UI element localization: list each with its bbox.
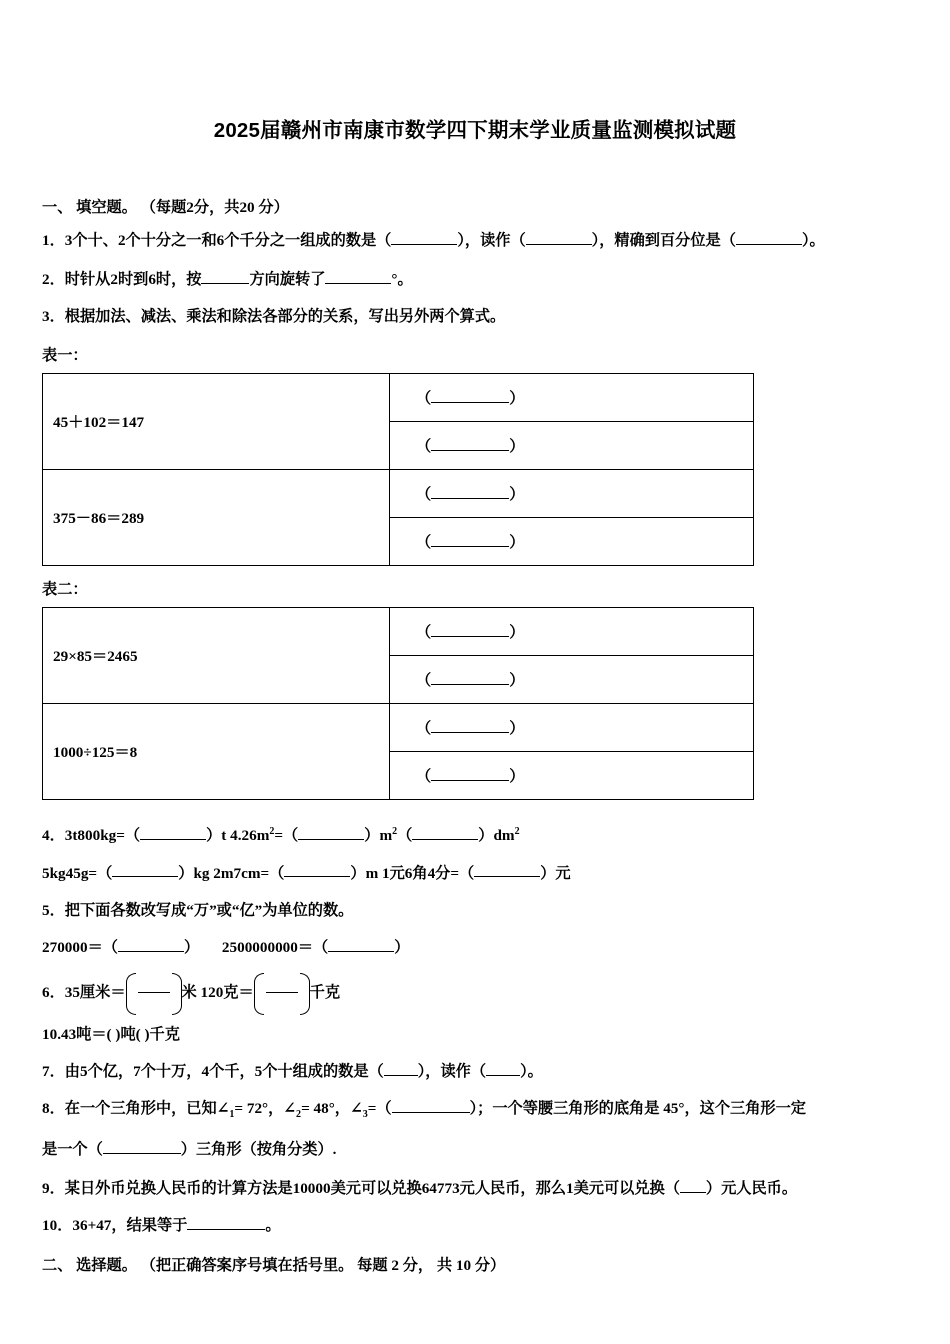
question-3-number: 3． — [42, 308, 65, 326]
question-4-line-2 — [42, 864, 908, 881]
page-title: 2025届赣州市南康市数学四下期末学业质量监测模拟试题 — [213, 119, 737, 142]
question-2 — [42, 270, 908, 287]
answer-open-paren: （ — [416, 438, 432, 456]
table-two-answer-cell-1b[interactable] — [390, 656, 754, 704]
fraction-blank-1[interactable] — [126, 973, 182, 1013]
question-3-text: 根据加法、减法、乘法和除法各部分的关系，写出另外两个算式。 — [64, 308, 506, 326]
question-1-text-c: ），精确到百分位是（ — [591, 231, 736, 249]
answer-close-paren: ） — [509, 534, 525, 552]
question-5 — [42, 903, 908, 918]
table-one-answer-cell-1a[interactable] — [390, 374, 754, 422]
table-one-answer-cell-1b[interactable] — [390, 422, 754, 470]
question-1-text-a: 3个十、2个十分之一和6个千分之一组成的数是（ — [64, 231, 392, 249]
question-4-text-j: ）元 — [540, 864, 571, 882]
document-body — [42, 196, 908, 1275]
table-two-label: 表二： — [42, 581, 88, 599]
section-heading-multiple-choice: 二、 选择题。 （把正确答案序号填在括号里。 每题 2 分， 共 10 分） — [42, 1256, 506, 1274]
question-3 — [42, 309, 908, 324]
table-one-equation-1: 45＋102＝147 — [43, 374, 390, 470]
answer-blank[interactable] — [431, 768, 509, 782]
answer-blank[interactable] — [431, 672, 509, 686]
table-one-answer-cell-2a[interactable] — [390, 470, 754, 518]
question-8-blank-2[interactable] — [103, 1140, 181, 1154]
question-1-blank-3[interactable] — [736, 231, 802, 245]
table-two — [42, 607, 754, 800]
question-4-text-f: ）dm — [478, 827, 515, 845]
question-7-text-c: ）。 — [520, 1063, 543, 1081]
question-8-number: 8． — [42, 1100, 65, 1118]
answer-open-paren: （ — [416, 534, 432, 552]
question-1-blank-2[interactable] — [526, 231, 592, 245]
question-1-text-b: ），读作（ — [457, 231, 526, 249]
superscript-2: 2 — [514, 826, 520, 838]
question-9-text-b: ）元人民币。 — [705, 1180, 797, 1198]
question-10-text-b: 。 — [265, 1217, 281, 1235]
question-7-number: 7． — [42, 1063, 65, 1081]
question-8-text-f: 是一个（ — [42, 1141, 103, 1159]
question-6-text-b: 米 120克＝ — [181, 983, 254, 1001]
answer-open-paren: （ — [416, 720, 432, 738]
table-two-equation-2: 1000÷125＝8 — [43, 704, 390, 800]
question-5-number: 5． — [42, 901, 65, 919]
question-5-value-1-close: ） — [183, 938, 200, 956]
angle-subscript-2: 2 — [296, 1109, 302, 1121]
table-two-answer-cell-2b[interactable] — [390, 752, 754, 800]
table-two-equation-1: 29×85＝2465 — [43, 608, 390, 704]
question-8-text-c: = 48°，∠ — [301, 1100, 363, 1118]
question-2-text-b: 方向旋转了 — [249, 271, 326, 289]
answer-close-paren: ） — [509, 768, 525, 786]
table-one-answer-cell-2b[interactable] — [390, 518, 754, 566]
question-9-blank-1[interactable] — [680, 1179, 706, 1193]
right-paren-icon — [300, 973, 310, 1015]
answer-close-paren: ） — [509, 390, 525, 408]
question-6-text-a: 35厘米＝ — [64, 983, 126, 1001]
question-10-text-a: 36+47，结果等于 — [72, 1217, 188, 1235]
table-two-answer-cell-1a[interactable] — [390, 608, 754, 656]
answer-close-paren: ） — [509, 672, 525, 690]
question-7-blank-2[interactable] — [486, 1062, 520, 1076]
superscript-2: 2 — [392, 826, 398, 838]
question-7-blank-1[interactable] — [384, 1062, 418, 1076]
question-8-text-a: 在一个三角形中，已知∠ — [64, 1100, 230, 1118]
question-6-line-2: 10.43吨＝( )吨( )千克 — [42, 1025, 180, 1043]
question-2-number: 2． — [42, 271, 65, 289]
question-4-line-1 — [42, 826, 908, 843]
question-8-text-d: =（ — [367, 1100, 392, 1118]
table-one — [42, 373, 754, 566]
question-2-blank-1[interactable] — [201, 270, 249, 284]
question-4-blank-4[interactable] — [112, 864, 178, 878]
table-one-label: 表一： — [42, 347, 88, 365]
question-5-text: 把下面各数改写成“万”或“亿”为单位的数。 — [64, 901, 354, 919]
table-two-answer-cell-2a[interactable] — [390, 704, 754, 752]
question-9 — [42, 1179, 908, 1196]
question-4-blank-3[interactable] — [412, 826, 478, 840]
question-5-value-1: 270000＝（ — [42, 938, 118, 956]
answer-close-paren: ） — [509, 720, 525, 738]
question-4-text-d: ）m — [364, 827, 393, 845]
question-8-line-1 — [42, 1099, 908, 1120]
question-10 — [42, 1216, 908, 1233]
question-5-value-2-close: ） — [394, 938, 410, 956]
question-4-text-a: 3t800kg=（ — [64, 827, 141, 845]
question-9-number: 9． — [42, 1180, 65, 1198]
question-1-text-d: ）。 — [801, 231, 825, 249]
question-2-blank-2[interactable] — [325, 270, 391, 284]
question-5-blank-2[interactable] — [328, 938, 394, 952]
question-4-blank-5[interactable] — [284, 864, 350, 878]
question-5-value-2: 2500000000＝（ — [221, 938, 329, 956]
answer-blank[interactable] — [431, 534, 509, 548]
question-4-blank-1[interactable] — [140, 826, 206, 840]
section-heading-fill-in-blank: 一、 填空题。 （每题2分，共20 分） — [42, 199, 289, 216]
question-4-text-e: （ — [397, 827, 413, 845]
answer-blank[interactable] — [431, 390, 509, 404]
answer-open-paren: （ — [416, 486, 432, 504]
question-4-text-b: ）t 4.26m — [206, 827, 270, 845]
question-7-text-b: ），读作（ — [417, 1063, 487, 1081]
fraction-bar-icon — [138, 992, 170, 993]
question-8-text-b: = 72°，∠ — [234, 1100, 297, 1118]
question-2-text-c: °。 — [391, 271, 413, 289]
answer-open-paren: （ — [416, 624, 432, 642]
question-4-blank-6[interactable] — [474, 864, 540, 878]
question-6-number: 6． — [42, 983, 65, 1001]
question-6-text-c: 千克 — [309, 983, 341, 1001]
question-8-blank-1[interactable] — [392, 1099, 470, 1113]
answer-open-paren: （ — [416, 672, 432, 690]
fraction-bar-icon — [266, 992, 298, 993]
table-one-equation-2: 375－86＝289 — [43, 470, 390, 566]
question-10-blank-1[interactable] — [187, 1216, 265, 1230]
table-row — [43, 704, 754, 752]
answer-blank[interactable] — [431, 624, 509, 638]
table-row — [43, 470, 754, 518]
answer-close-paren: ） — [509, 624, 525, 642]
table-row — [43, 608, 754, 656]
question-7 — [42, 1062, 908, 1079]
angle-subscript-3: 3 — [362, 1109, 368, 1121]
question-4-text-h: ）kg 2m7cm=（ — [178, 864, 285, 882]
angle-subscript-1: 1 — [229, 1109, 235, 1121]
fraction-blank-2[interactable] — [254, 973, 310, 1013]
question-4-text-c: =（ — [274, 827, 299, 845]
question-9-text-a: 某日外币兑换人民币的计算方法是10000美元可以兑换64773元人民币，那么1美元可以兑换（ — [64, 1180, 680, 1198]
left-paren-icon — [254, 973, 264, 1015]
question-10-number: 10． — [42, 1217, 73, 1235]
question-8-text-g: ）三角形（按角分类）. — [180, 1141, 337, 1159]
question-4-blank-2[interactable] — [298, 826, 364, 840]
right-paren-icon — [172, 973, 182, 1015]
question-5-blank-1[interactable] — [118, 938, 184, 952]
question-7-text-a: 由5个亿，7个十万，4个千，5个十组成的数是（ — [64, 1063, 384, 1081]
question-4-text-i: ）m 1元6角4分=（ — [350, 864, 475, 882]
question-1-blank-1[interactable] — [391, 231, 457, 245]
left-paren-icon — [126, 973, 136, 1015]
question-2-text-a: 时针从2时到6时，按 — [64, 271, 202, 289]
table-row — [43, 374, 754, 422]
answer-blank[interactable] — [431, 720, 509, 734]
answer-blank[interactable] — [431, 438, 509, 452]
question-6-line-1 — [42, 971, 908, 1015]
superscript-2: 2 — [269, 826, 275, 838]
answer-open-paren: （ — [416, 390, 432, 408]
answer-blank[interactable] — [431, 486, 509, 500]
answer-close-paren: ） — [509, 486, 525, 504]
answer-open-paren: （ — [416, 768, 432, 786]
question-4-number: 4． — [42, 827, 65, 845]
question-5-values — [42, 938, 908, 955]
question-1-number: 1． — [42, 231, 65, 249]
question-1 — [42, 231, 908, 248]
question-4-text-g: 5kg45g=（ — [42, 864, 113, 882]
question-8-line-2 — [42, 1140, 908, 1157]
answer-close-paren: ） — [509, 438, 525, 456]
question-8-text-e: ）；一个等腰三角形的底角是 45°，这个三角形一定 — [469, 1100, 806, 1118]
